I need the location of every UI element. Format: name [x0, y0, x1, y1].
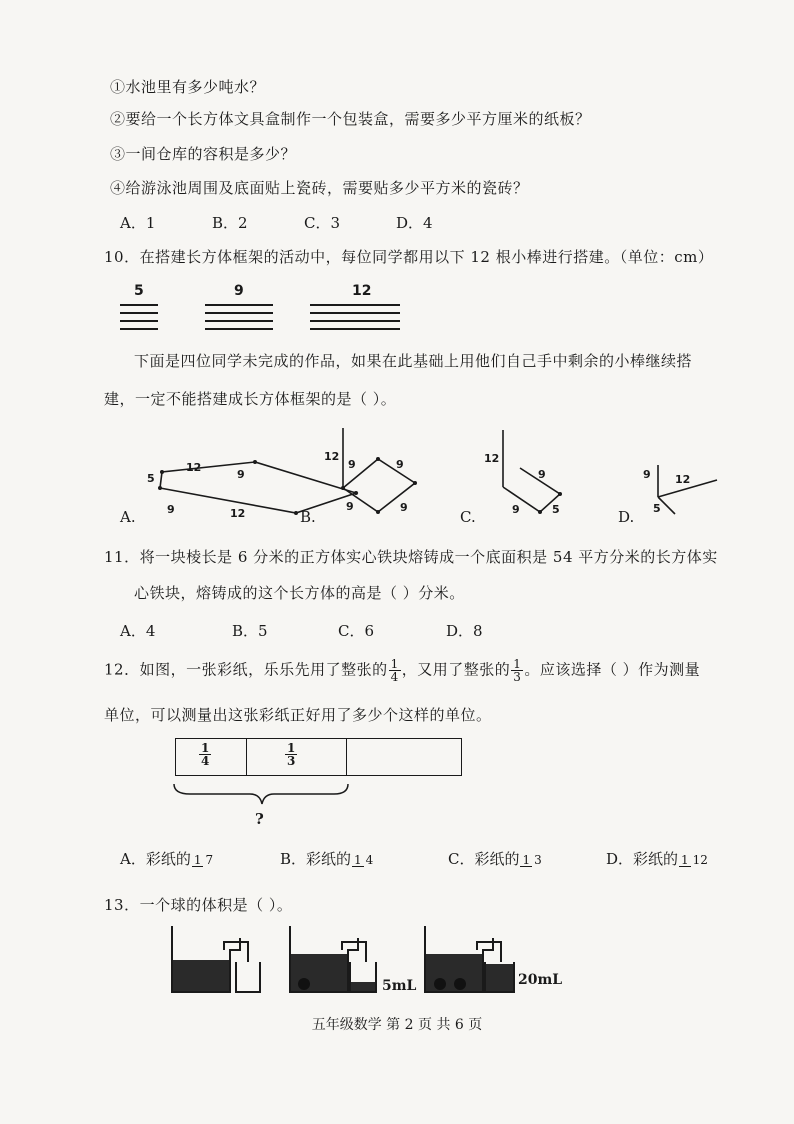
ball-icon	[454, 978, 466, 990]
water-1	[173, 960, 229, 991]
figA-label-12b: 12	[230, 507, 246, 520]
q9-item-4: ④给游泳池周围及底面贴上瓷砖，需要贴多少平方米的瓷砖？	[110, 179, 529, 197]
figD-label-5: 5	[653, 502, 661, 515]
figC-label-9b: 9	[512, 503, 520, 516]
q9-item-2: ②要给一个长方体文具盒制作一个包装盒，需要多少平方厘米的纸板？	[110, 110, 591, 128]
q9-option-d[interactable]: D．4	[396, 214, 433, 232]
strip-frac-2: $\frac{1}{3}$	[287, 741, 296, 768]
q10-option-c[interactable]: C.	[460, 508, 476, 526]
q10-figures	[100, 420, 750, 530]
q12-frac-2: $\frac{1}{3}$	[513, 657, 522, 684]
q12-option-d[interactable]: D．彩纸的 1 12	[606, 850, 708, 868]
q9-item-1: ①水池里有多少吨水？	[110, 78, 266, 96]
overflow-20ml	[486, 964, 513, 991]
brace	[170, 778, 355, 808]
figB-label-12: 12	[324, 450, 340, 463]
q13-containers	[160, 922, 580, 997]
q9-option-b[interactable]: B．2	[212, 214, 248, 232]
q11-line-1: 11．将一块棱长是 6 分米的正方体实心铁块熔铸成一个底面积是 54 平方分米的长方体实	[104, 548, 718, 566]
figD-label-12: 12	[675, 473, 691, 486]
figC-label-5: 5	[552, 503, 560, 516]
label-20ml: 20mL	[518, 972, 563, 988]
q10-option-b[interactable]: B.	[300, 508, 316, 526]
q12-text-part2: ，又用了整张的	[401, 660, 511, 679]
page-footer: 五年级数学 第 2 页 共 6 页	[311, 1017, 483, 1033]
q13-stem: 13．一个球的体积是（ ）。	[104, 896, 293, 914]
q12-option-a[interactable]: A．彩纸的 1 7	[120, 850, 214, 868]
q12-option-b[interactable]: B．彩纸的 1 4	[280, 850, 374, 868]
figB-label-9a: 9	[348, 458, 356, 471]
strip-frac-1: $\frac{1}{4}$	[201, 741, 210, 768]
q11-option-d[interactable]: D．8	[446, 622, 483, 640]
figD-label-9: 9	[643, 468, 651, 481]
q9-options	[120, 212, 433, 233]
q11-option-c[interactable]: C．6	[338, 622, 375, 640]
stick-label-5: 5	[134, 283, 144, 299]
q11-options	[120, 620, 483, 641]
q12-text-part1: 12．如图，一张彩纸，乐乐先用了整张的	[104, 660, 388, 679]
label-5ml: 5mL	[382, 978, 417, 994]
q12-line-1	[104, 658, 700, 683]
brace-question-mark: ?	[255, 810, 264, 828]
figB-label-9b: 9	[396, 458, 404, 471]
paper-strip	[175, 738, 462, 776]
q9-option-a[interactable]: A．1	[120, 214, 156, 232]
stick-label-9: 9	[234, 283, 244, 299]
q11-option-b[interactable]: B．5	[232, 622, 268, 640]
q10-option-d[interactable]: D.	[618, 508, 635, 526]
q11-line-2: 心铁块，熔铸成的这个长方体的高是（ ）分米。	[134, 584, 465, 602]
q10-text-1: 下面是四位同学未完成的作品，如果在此基础上用他们自己手中剩余的小棒继续搭	[134, 352, 693, 370]
figA-label-5: 5	[147, 472, 155, 485]
q12-frac-1: $\frac{1}{4}$	[390, 657, 399, 684]
ball-icon	[298, 978, 310, 990]
q9-option-c[interactable]: C．3	[304, 214, 341, 232]
overflow-5ml	[351, 982, 375, 991]
q10-stem: 10．在搭建长方体框架的活动中，每位同学都用以下 12 根小棒进行搭建。（单位：cm）	[104, 248, 714, 266]
q12-line-2: 单位，可以测量出这张彩纸正好用了多少个这样的单位。	[104, 706, 492, 724]
figB-label-9d: 9	[400, 501, 408, 514]
figA-label-9b: 9	[167, 503, 175, 516]
ball-icon	[434, 978, 446, 990]
q12-text-part3: 。应该选择（ ）作为测量	[524, 660, 701, 679]
figA-label-9a: 9	[237, 468, 245, 481]
figC-label-9a: 9	[538, 468, 546, 481]
q9-item-3: ③一间仓库的容积是多少？	[110, 145, 297, 163]
figB-label-9c: 9	[346, 500, 354, 513]
sticks-illustration	[0, 300, 794, 340]
q10-option-a[interactable]: A.	[120, 508, 136, 526]
q12-option-c[interactable]: C．彩纸的 1 3	[448, 850, 542, 868]
q10-text-2: 建，一定不能搭建成长方体框架的是（ ）。	[104, 390, 397, 408]
q11-option-a[interactable]: A．4	[120, 622, 156, 640]
stick-label-12: 12	[352, 283, 372, 299]
figC-label-12: 12	[484, 452, 500, 465]
figA-label-12a: 12	[186, 461, 202, 474]
